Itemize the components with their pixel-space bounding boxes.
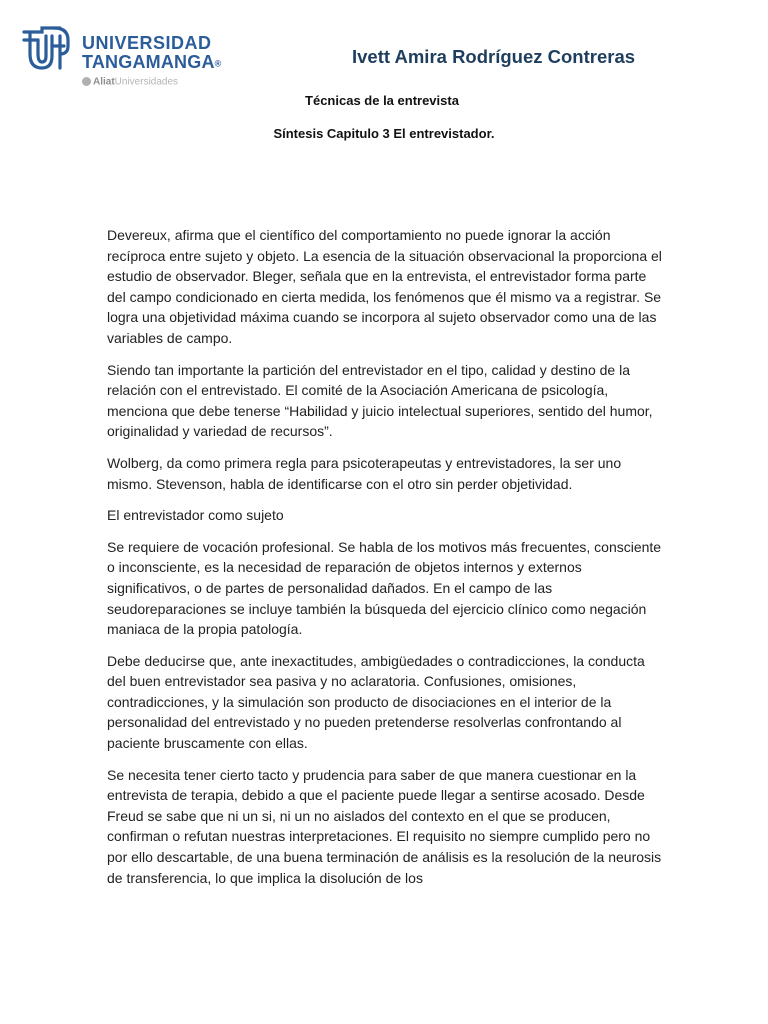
paragraph: Se necesita tener cierto tacto y prudencia para saber de que manera cuestionar en la entrevista de terapia, debido a que el paciente puede llegar a sentirse acosado. Desde Freud se sabe que ni un si, ni un no aislados del contexto en el que se producen, confirman o refutan nuestras interpretaciones. El requisito no siempre cumplido pero no por ello descartable, de una buena terminación de análisis es la resolución de la neurosis de transferencia, lo que implica la disolución de los (107, 766, 662, 886)
document-title: Técnicas de la entrevista (305, 93, 459, 108)
aliat-affiliation (82, 73, 178, 87)
university-logo (20, 24, 220, 86)
paragraph: Siendo tan importante la partición del entrevistador en el tipo, calidad y destino de la relación con el entrevistado. El comité de la Asociación Americana de psicología, menciona que debe tenerse “Habilidad y juicio intelectual superiores, sentido del humor, originalidad y variedad de recursos”. (107, 361, 653, 440)
universidades-label: Universidades (114, 76, 179, 88)
university-name (82, 34, 222, 73)
university-emblem-icon (20, 24, 74, 74)
paragraph: Debe deducirse que, ante inexactitudes, ambigüedades o contradicciones, la conducta del buen entrevistador sea pasiva y no aclaratoria. Confusiones, omisiones, contradicciones, y la simulación son producto de disociaciones en el interior de la personalidad del entrevistado y no pueden pretenderse resolverlas confrontando al paciente bruscamente con ellas. (107, 652, 645, 752)
logo-line-1: UNIVERSIDAD (82, 33, 212, 53)
document-body (107, 225, 663, 899)
aliat-label: Aliat (93, 76, 115, 88)
section-heading: El entrevistador como sujeto (107, 507, 284, 524)
logo-line-2-text: TANGAMANGA (82, 52, 215, 72)
paragraph: Devereux, afirma que el científico del comportamiento no puede ignorar la acción recíproca entre sujeto y objeto. La esencia de la situación observacional la proporciona el estudio de observador. Bleger, señala que en la entrevista, el entrevistador forma parte del campo condicionado en cierta medida, los fenómenos que él mismo va a registrar. Se logra una objetividad máxima cuando se incorpora al sujeto observador como una de las variables de campo. (107, 227, 662, 346)
author-name: Ivett Amira Rodríguez Contreras (352, 46, 636, 67)
paragraph: Se requiere de vocación profesional. Se habla de los motivos más frecuentes, consciente o inconsciente, es la necesidad de reparación de objetos internos y externos significativos, o de partes de personalidad dañados. En el campo de las seudoreparaciones se incluye también la búsqueda del ejercicio clínico como negación maniaca de la propia patología. (107, 538, 662, 638)
logo-line-2 (82, 52, 222, 73)
aliat-icon (82, 77, 91, 86)
document-subtitle: Síntesis Capitulo 3 El entrevistador. (273, 126, 495, 141)
registered-mark: ® (214, 58, 222, 69)
paragraph: Wolberg, da como primera regla para psicoterapeutas y entrevistadores, la ser uno mismo. Stevenson, habla de identificarse con el otro sin perder objetividad. (107, 454, 622, 492)
